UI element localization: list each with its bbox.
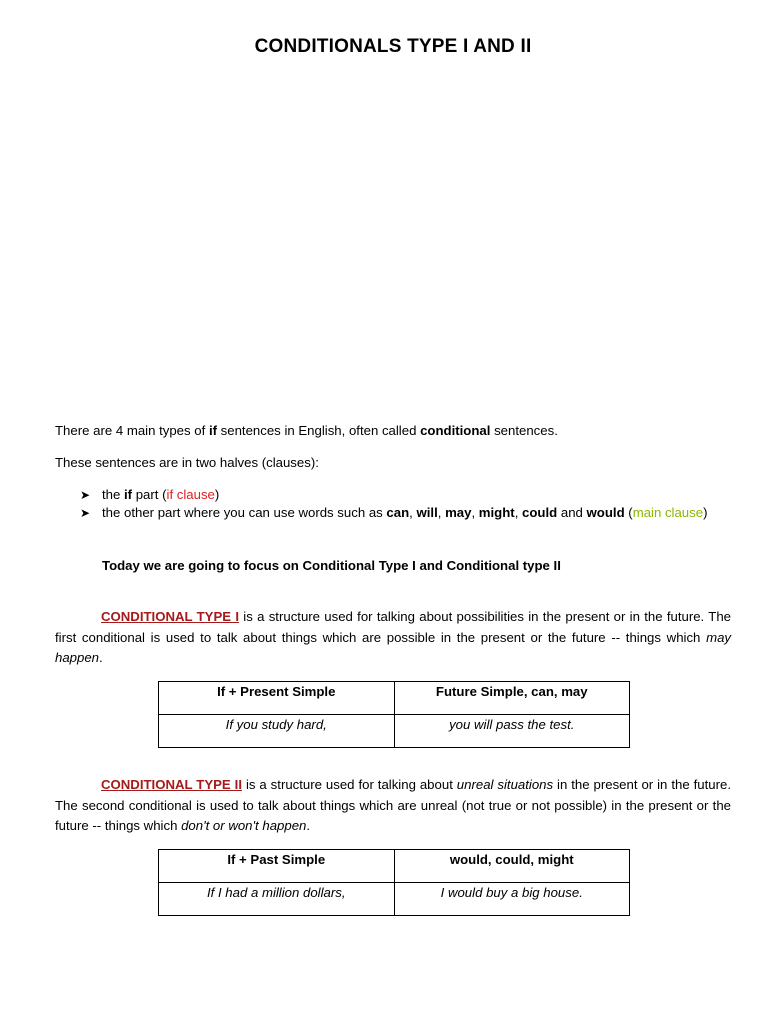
main-clause-label: main clause (632, 505, 704, 520)
table-row (159, 715, 630, 748)
clause-bullet-list (80, 486, 720, 522)
table-cell: If I had a million dollars, (159, 883, 395, 916)
table-header-row (159, 682, 630, 715)
text: . (99, 650, 103, 665)
type1-table (158, 681, 630, 748)
text: unreal situations (456, 777, 554, 792)
table-header-cell: If + Present Simple (159, 682, 395, 715)
text: might (478, 505, 515, 520)
table-cell: I would buy a big house. (394, 883, 630, 916)
text: if (208, 423, 217, 438)
text: may happen (55, 629, 731, 665)
type2-table (158, 849, 630, 916)
text: could (522, 505, 558, 520)
text: , (437, 505, 446, 520)
arrow-bullet-icon: ➤ (80, 488, 91, 502)
table-row (159, 883, 630, 916)
text: , (514, 505, 523, 520)
type1-paragraph (55, 607, 731, 669)
table-cell: you will pass the test. (394, 715, 630, 748)
text: can (386, 505, 410, 520)
text: the other part where you can use words such as (102, 505, 387, 520)
text: , (471, 505, 479, 520)
text: will (416, 505, 438, 520)
text: ( (624, 505, 633, 520)
if-clause-label: if clause (166, 487, 215, 502)
intro-paragraph-1 (55, 421, 731, 442)
page-title: CONDITIONALS TYPE I AND II (254, 36, 532, 57)
text: . (306, 818, 311, 833)
bullet-item-main-clause (80, 504, 720, 522)
text: ) (703, 505, 708, 520)
text: There are 4 main types of (55, 423, 209, 438)
type2-paragraph (55, 775, 731, 837)
text: ) (214, 487, 220, 502)
type2-heading: CONDITIONAL TYPE II (101, 777, 242, 792)
text: don't or won't happen (181, 818, 307, 833)
table-header-cell: If + Past Simple (159, 850, 395, 883)
text: , (409, 505, 417, 520)
text: is a structure used for talking about (242, 777, 457, 792)
bullet-item-if-clause (80, 486, 720, 504)
intro-paragraph-2: These sentences are in two halves (clauses): (55, 455, 319, 470)
text: may (445, 505, 472, 520)
text: and (557, 505, 587, 520)
table-header-cell: would, could, might (394, 850, 630, 883)
text: sentences in English, often called (217, 423, 421, 438)
text: sentences. (490, 423, 558, 438)
arrow-bullet-icon: ➤ (80, 506, 91, 520)
text: is a structure used for talking about possibilities in the present or in the future. The first conditional is used to talk about things which are possible in the present or the future -- things which (55, 609, 731, 645)
text: conditional (420, 423, 491, 438)
type1-heading: CONDITIONAL TYPE I (101, 609, 240, 624)
text: part ( (132, 487, 167, 502)
text: in the present or in the future. The second conditional is used to talk about things which are unreal (not true or not possible) in the present or the future -- things which (55, 777, 731, 833)
focus-statement: Today we are going to focus on Conditional Type I and Conditional type II (102, 558, 561, 573)
table-header-cell: Future Simple, can, may (394, 682, 630, 715)
text: if (124, 487, 133, 502)
text: the (102, 487, 124, 502)
table-cell: If you study hard, (159, 715, 395, 748)
text: would (586, 505, 625, 520)
table-header-row (159, 850, 630, 883)
